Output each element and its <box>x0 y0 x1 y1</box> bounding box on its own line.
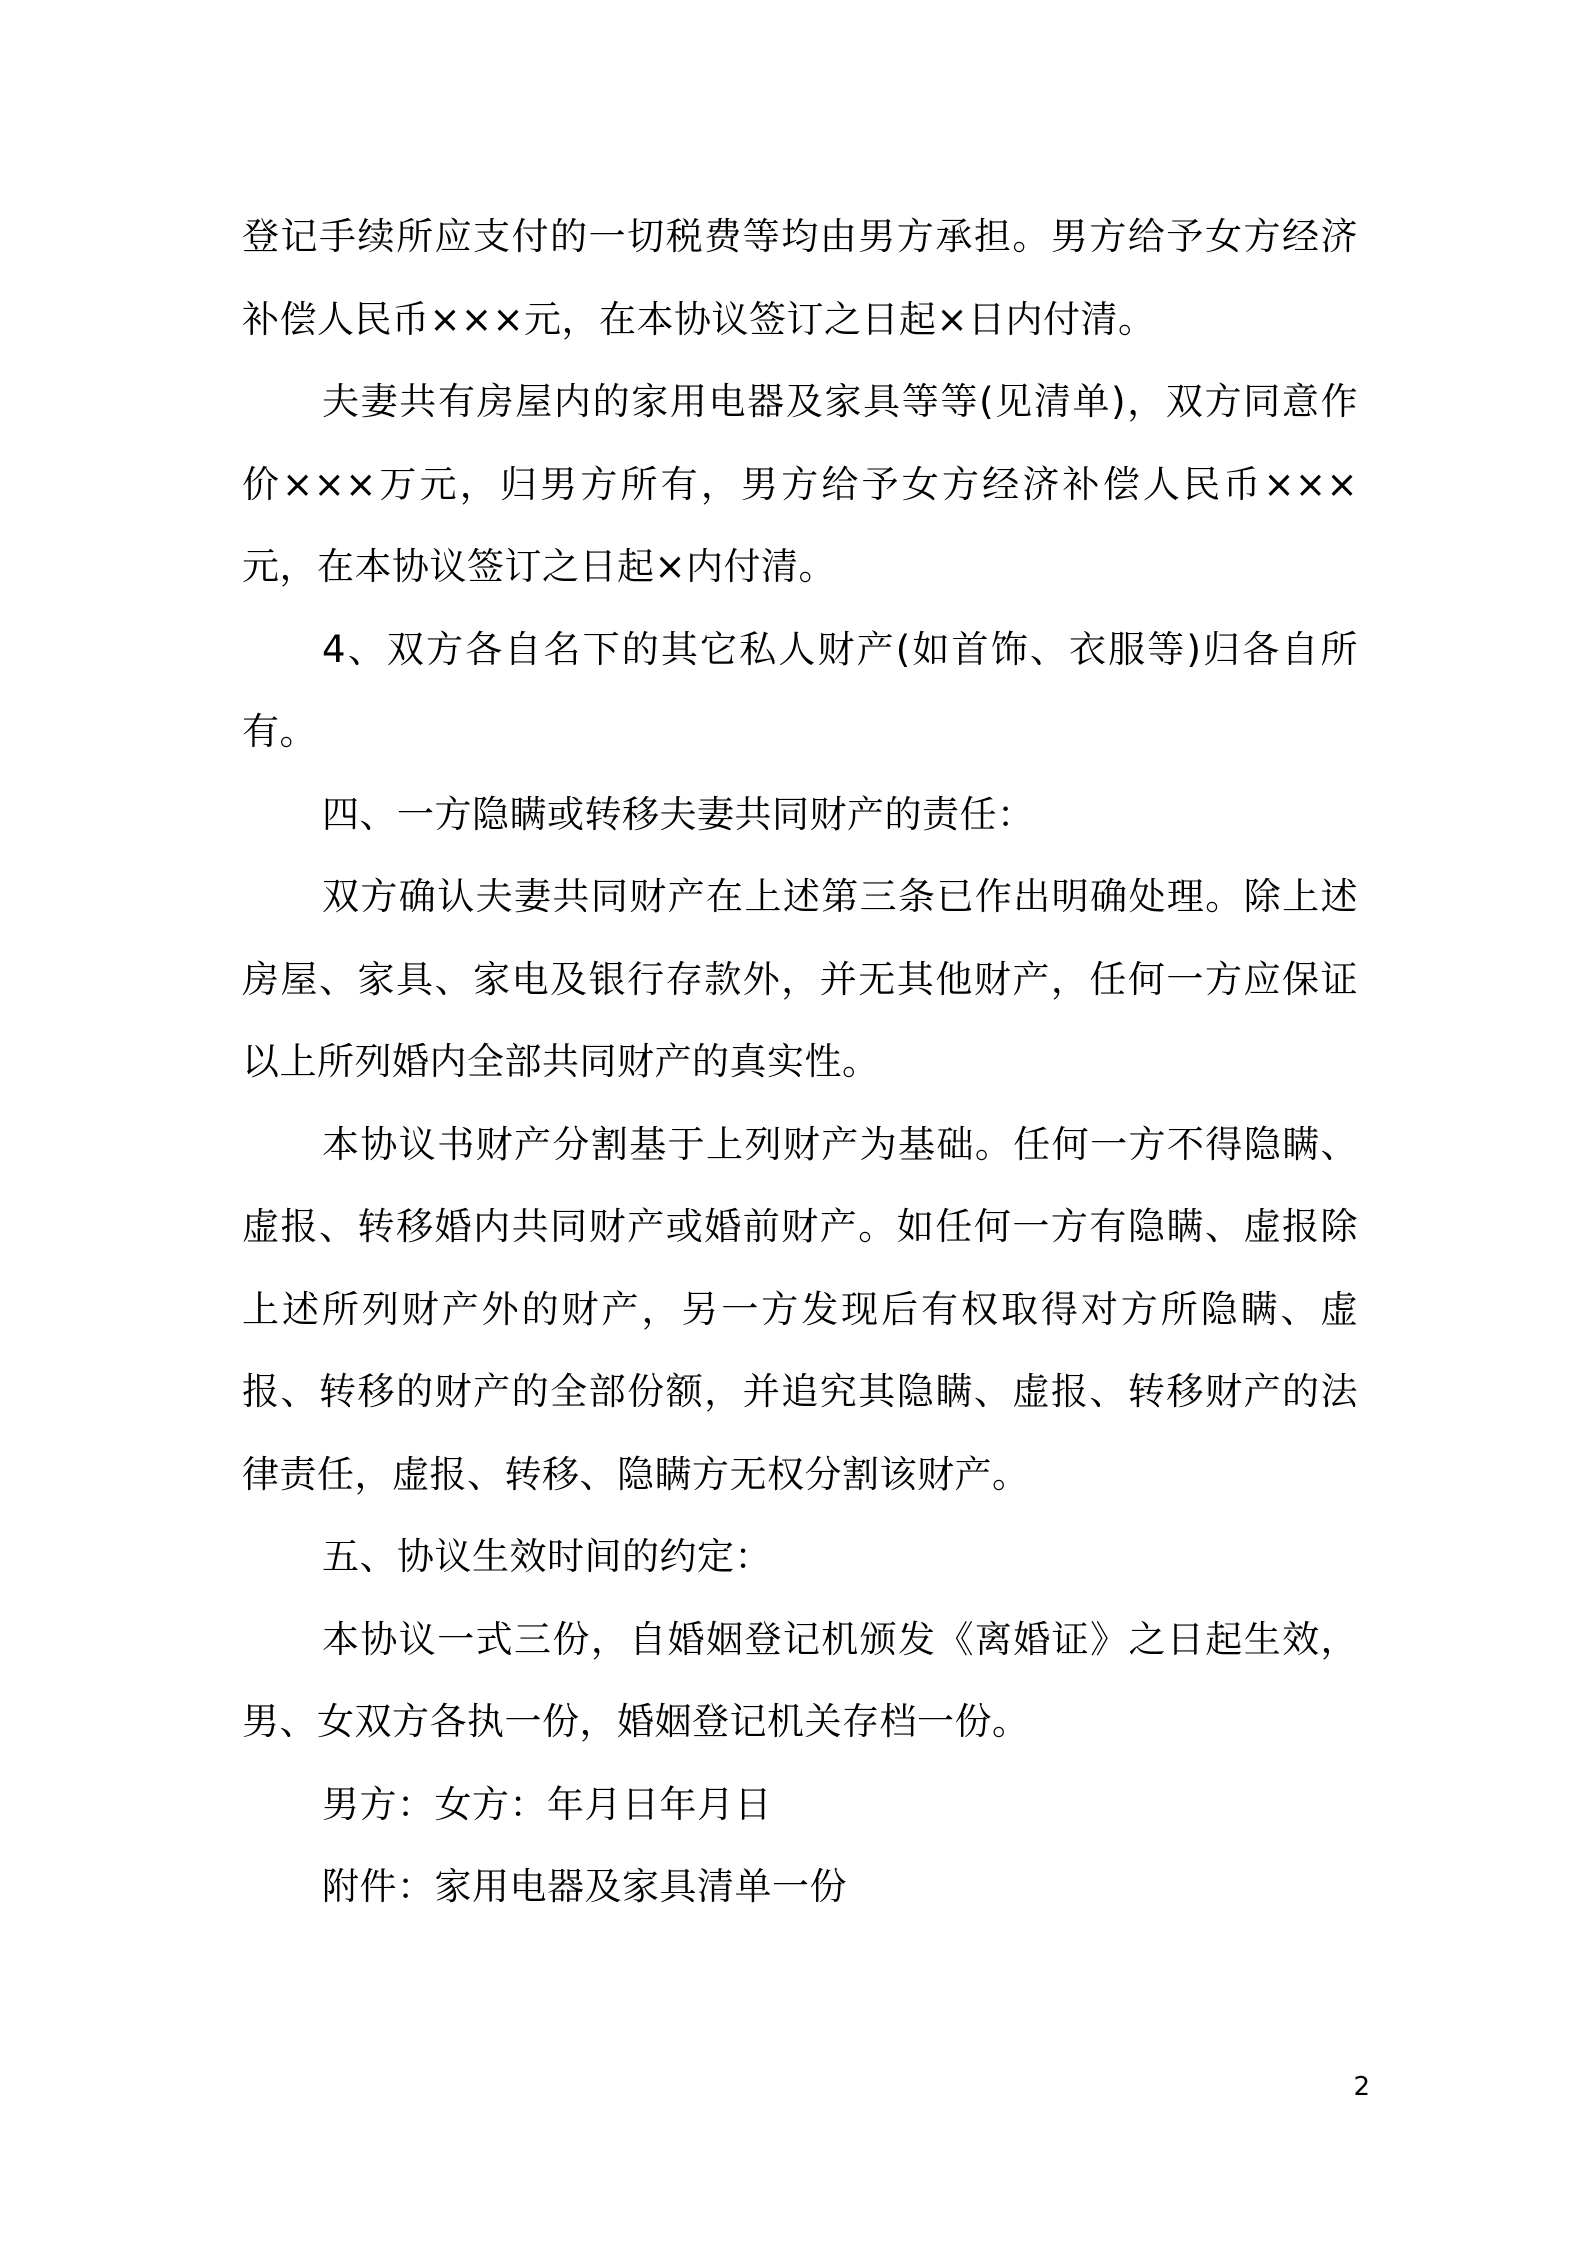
paragraph-private-property: 4、双方各自名下的其它私人财产(如首饰、衣服等)归各自所有。 <box>242 627 1358 753</box>
section-heading-effective-time: 五、协议生效时间的约定： <box>322 1535 772 1578</box>
attachment-line: 附件：家用电器及家具清单一份 <box>322 1865 847 1908</box>
page-number: 2 <box>1353 2072 1370 2102</box>
paragraph-property-confirmation: 双方确认夫妻共同财产在上述第三条已作出明确处理。除上述房屋、家具、家电及银行存款外，并无其他财产，任何一方应保证以上所列婚内全部共同财产的真实性。 <box>242 875 1358 1083</box>
document-body <box>242 196 1358 1929</box>
paragraph-concealment-liability: 本协议书财产分割基于上列财产为基础。任何一方不得隐瞒、虚报、转移婚内共同财产或婚前财产。如任何一方有隐瞒、虚报除上述所列财产外的财产，另一方发现后有权取得对方所隐瞒、虚报、转移的财产的全部份额，并追究其隐瞒、虚报、转移财产的法律责任，虚报、转移、隐瞒方无权分割该财产。 <box>242 1122 1358 1496</box>
paragraph-tax-compensation: 登记手续所应支付的一切税费等均由男方承担。男方给予女方经济补偿人民币×××元，在本协议签订之日起×日内付清。 <box>242 215 1358 341</box>
paragraph-copies-effective: 本协议一式三份，自婚姻登记机颁发《离婚证》之日起生效，男、女双方各执一份，婚姻登记机关存档一份。 <box>242 1617 1358 1743</box>
signature-line: 男方：女方：年月日年月日 <box>322 1782 772 1826</box>
paragraph-appliances-furniture: 夫妻共有房屋内的家用电器及家具等等(见清单)，双方同意作价×××万元，归男方所有，男方给予女方经济补偿人民币×××元，在本协议签订之日起×内付清。 <box>242 380 1358 588</box>
section-heading-concealment: 四、一方隐瞒或转移夫妻共同财产的责任： <box>322 792 1035 836</box>
